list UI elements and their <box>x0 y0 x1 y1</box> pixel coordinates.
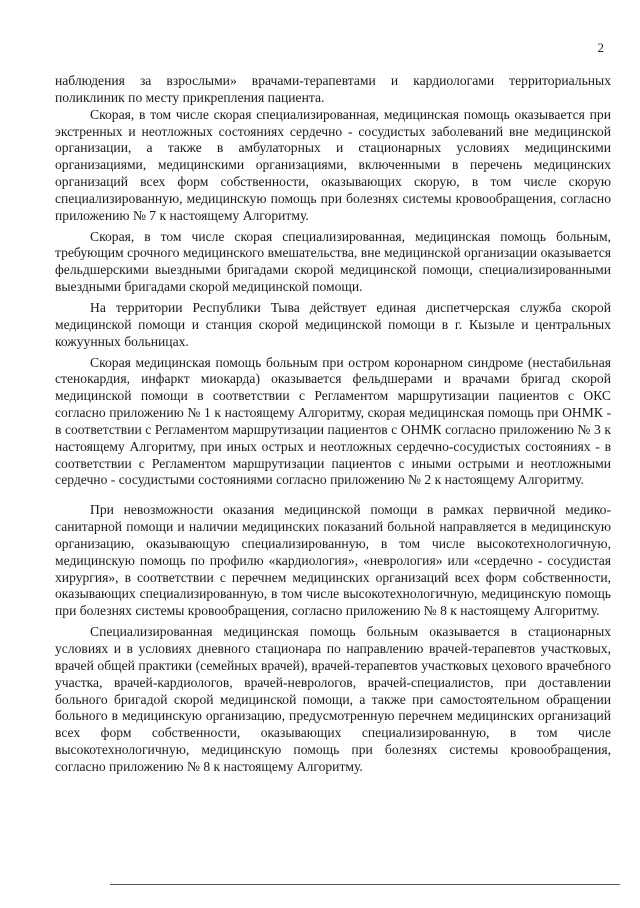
paragraph-specialized-care: Специализированная медицинская помощь больным оказывается в стационарных условиях и в условиях дневного стационара по направлению врачей-терапевтов участковых, врачей общей практики (семейных врачей), врачей-терапевтов участковых цехового врачебного участка, врачей-кардиологов, врачей-неврологов, врачей-специалистов, при доставлении больного бригадой скорой медицинской помощи, а также при самостоятельном обращении больного в медицинскую организацию, предусмотренную перечнем медицинских организаций всех форм собственности, оказывающих специализированную, в том числе высокотехнологичную, медицинскую помощь при болезнях системы кровообращения, согласно приложению № 8 к настоящему Алгоритму. <box>55 624 611 774</box>
paragraph-dispatch-service: На территории Республики Тыва действует единая диспетчерская служба скорой медицинской помощи и станция скорой медицинской помощи в г. Кызыле и центральных кожуунных больницах. <box>55 299 611 349</box>
paragraph-emergency-care: Скорая, в том числе скорая специализированная, медицинская помощь оказывается при экстренных и неотложных состояниях сердечно - сосудистых заболеваний вне медицинской организации, а также в амбулаторных и стационарных условиях медицинскими организациями, медицинскими организациями, включенными в перечень медицинских организаций всех форм собственности, оказывающих скорую, в том числе скорую специализированную, медицинскую помощь при болезнях системы кровообращения, согласно приложению № 7 к настоящему Алгоритму. <box>55 106 611 223</box>
footer-divider <box>110 884 620 885</box>
paragraph-continuation: наблюдения за взрослыми» врачами-терапевтами и кардиологами территориальных поликлиник по месту прикрепления пациента. <box>55 73 611 105</box>
paragraph-field-teams: Скорая, в том числе скорая специализированная, медицинская помощь больным, требующим срочного медицинского вмешательства, вне медицинской организации оказывается фельдшерскими выездными бригадами скорой медицинской помощи, специализированными выездными бригадами скорой медицинской помощи. <box>55 228 611 295</box>
paragraph-acs-routing: Скорая медицинская помощь больным при остром коронарном синдроме (нестабильная стенокардия, инфаркт миокарда) оказывается фельдшерами и врачами бригад скорой медицинской помощи в соответствии с Регламентом маршрутизации пациентов с ОКС согласно приложению № 1 к настоящему Алгоритму, скорая медицинская помощь при ОНМК - в соответствии с Регламентом маршрутизации пациентов с ОНМК согласно приложению № 3 к настоящему Алгоритму, при иных острых и неотложных сердечно-сосудистых состояниях - в соответствии с Регламентом маршрутизации пациентов с иными острыми и неотложными сердечно - сосудистыми состояниями согласно приложению № 2 к настоящему Алгоритму. <box>55 354 611 488</box>
page-number: 2 <box>597 40 604 55</box>
paragraph-referral: При невозможности оказания медицинской помощи в рамках первичной медико-санитарной помощи и наличии медицинских показаний больной направляется в медицинскую организацию, оказывающую специализированную, в том числе высокотехнологичную, медицинскую помощь по профилю «кардиология», «неврология» или «сердечно - сосудистая хирургия», в соответствии с перечнем медицинских организаций всех форм собственности, оказывающих специализированную, в том числе высокотехнологичную, медицинскую помощь при болезнях системы кровообращения, согласно приложению № 8 к настоящему Алгоритму. <box>55 502 611 619</box>
document-body <box>55 73 611 776</box>
